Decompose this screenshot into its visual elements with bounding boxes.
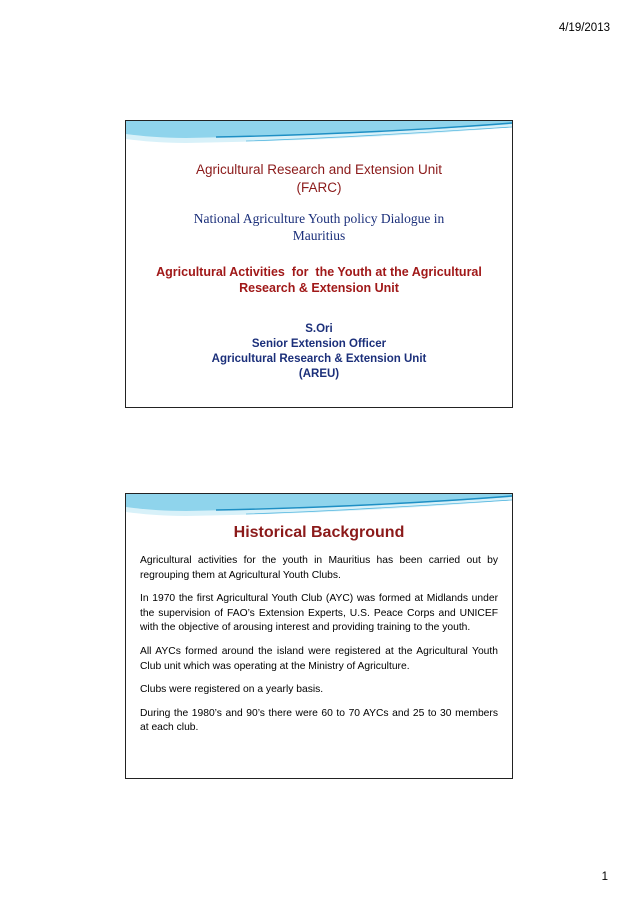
paragraph: All AYCs formed around the island were registered at the Agricultural Youth Club unit which was operating at the Ministry of Agriculture.: [140, 645, 498, 672]
paragraph: In 1970 the first Agricultural Youth Club (AYC) was formed at Midlands under the supervision of FAO’s Extension Experts, U.S. Peace Corps and UNICEF with the objective of arousing interest and providing training to the youth.: [140, 593, 498, 634]
paragraph: During the 1980’s and 90’s there were 60 to 70 AYCs and 25 to 30 members at each club.: [140, 707, 498, 734]
author-block: [126, 322, 512, 382]
author-title: Senior Extension Officer: [251, 338, 387, 350]
dialogue-heading: [126, 210, 512, 244]
paragraph: Agricultural activities for the youth in Mauritius has been carried out by regrouping them at Agricultural Youth Clubs.: [140, 555, 498, 581]
slide-body: [140, 554, 498, 745]
unit-abbr: (FARC): [296, 180, 342, 195]
page-number: 1: [601, 871, 608, 883]
author-org: Agricultural Research & Extension Unit: [211, 353, 427, 365]
author-org-abbr: (AREU): [298, 368, 340, 380]
header-swoosh: [126, 121, 512, 147]
history-slide: [125, 493, 513, 779]
title-slide: [125, 120, 513, 408]
unit-heading: [126, 161, 512, 197]
dialogue-line-2: Mauritius: [292, 228, 346, 243]
unit-name: Agricultural Research and Extension Unit: [195, 162, 443, 177]
slide-title: Historical Background: [233, 524, 405, 541]
activities-line-1: Agricultural Activities for the Youth at the Agricultural: [156, 265, 482, 279]
page-date: 4/19/2013: [558, 22, 610, 34]
dialogue-line-1: National Agriculture Youth policy Dialogue in: [193, 211, 445, 226]
activities-heading: [126, 264, 512, 296]
activities-line-2: Research & Extension Unit: [239, 281, 399, 295]
header-swoosh: [126, 494, 512, 520]
author-name: S.Ori: [305, 323, 333, 335]
paragraph: Clubs were registered on a yearly basis.: [140, 684, 324, 696]
